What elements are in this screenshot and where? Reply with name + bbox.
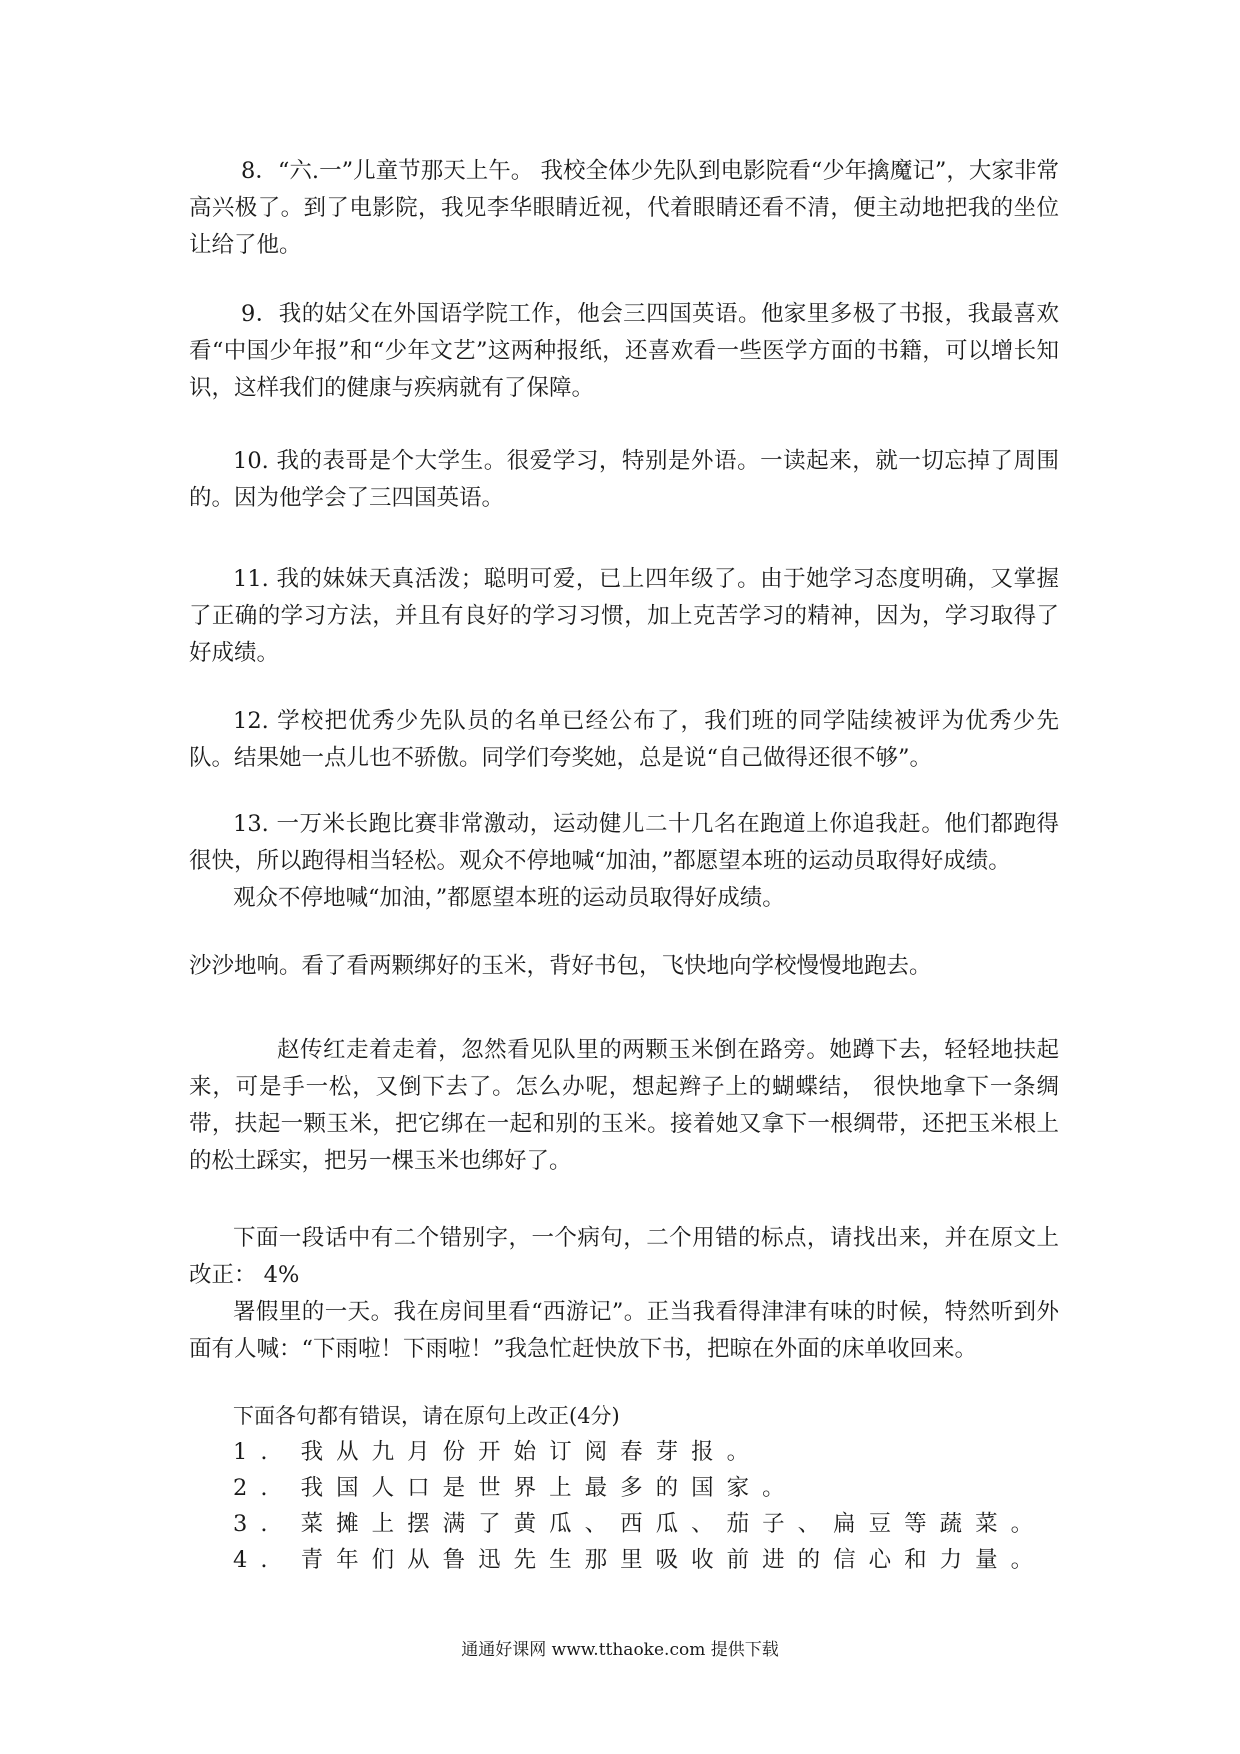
- exercise-item-4: 4. 青年们从鲁迅先生那里吸收前进的信心和力量。: [233, 1547, 1047, 1573]
- exercise-instruction-correct: 下面各句都有错误，请在原句上改正(4分): [233, 1404, 620, 1428]
- paragraph-11: 11. 我的妹妹天真活泼；聪明可爱，已上四年级了。由于她学习态度明确，又掌握了正确的学习方法，并且有良好的学习习惯，加上克苦学习的精神，因为，学习取得了好成绩。: [189, 566, 1059, 666]
- paragraph-13: 13. 一万米长跑比赛非常激动，运动健儿二十几名在跑道上你追我赶。他们都跑得很快，所以跑得相当轻松。观众不停地喊“加油，”都愿望本班的运动员取得好成绩。: [189, 811, 1059, 874]
- paragraph-13-repeat: 观众不停地喊“加油，”都愿望本班的运动员取得好成绩。: [233, 885, 785, 911]
- page-footer: 通通好课网 www.tthaoke.com 提供下载: [461, 1640, 779, 1660]
- exercise-item-3: 3. 菜摊上摆满了黄瓜、西瓜、茄子、扁豆等蔬菜。: [233, 1511, 1047, 1537]
- paragraph-fragment: 沙沙地响。看了看两颗绑好的玉米，背好书包，飞快地向学校慢慢地跑去。: [189, 953, 932, 979]
- exercise-item-2: 2. 我国人口是世界上最多的国家。: [233, 1475, 798, 1501]
- paragraph-10: 10. 我的表哥是个大学生。很爱学习，特别是外语。一读起来，就一切忘掉了周围的。因为他学会了三四国英语。: [189, 448, 1059, 511]
- paragraph-8: 8．“六.一”儿童节那天上午。 我校全体少先队到电影院看“少年擒魔记”，大家非常高兴极了。到了电影院，我见李华眼睛近视，代着眼睛还看不清，便主动地把我的坐位让给了他。: [189, 158, 1059, 258]
- exercise-passage: 署假里的一天。我在房间里看“西游记”。正当我看得津津有味的时候，特然听到外面有人喊：“下雨啦！下雨啦！”我急忙赶快放下书，把晾在外面的床单收回来。: [189, 1299, 1059, 1362]
- paragraph-story: 赵传红走着走着，忽然看见队里的两颗玉米倒在路旁。她蹲下去，轻轻地扶起来，可是手一松，又倒下去了。怎么办呢，想起辫子上的蝴蝶结， 很快地拿下一条绸带，扶起一颗玉米，把它绑在一起和别的玉米。接着她又拿下一根绸带，还把玉米根上的松土踩实，把另一棵玉米也绑好了。: [189, 1037, 1059, 1174]
- exercise-item-1: 1. 我从九月份开始订阅春芽报。: [233, 1439, 763, 1465]
- exercise-instruction-typos: 下面一段话中有二个错别字，一个病句，二个用错的标点，请找出来，并在原文上改正： 4%: [189, 1225, 1059, 1288]
- paragraph-9: 9．我的姑父在外国语学院工作，他会三四国英语。他家里多极了书报，我最喜欢看“中国少年报”和“少年文艺”这两种报纸，还喜欢看一些医学方面的书籍，可以增长知识，这样我们的健康与疾病就有了保障。: [189, 301, 1059, 401]
- paragraph-12: 12. 学校把优秀少先队员的名单已经公布了，我们班的同学陆续被评为优秀少先队。结果她一点儿也不骄傲。同学们夸奖她，总是说“自己做得还很不够”。: [189, 708, 1059, 771]
